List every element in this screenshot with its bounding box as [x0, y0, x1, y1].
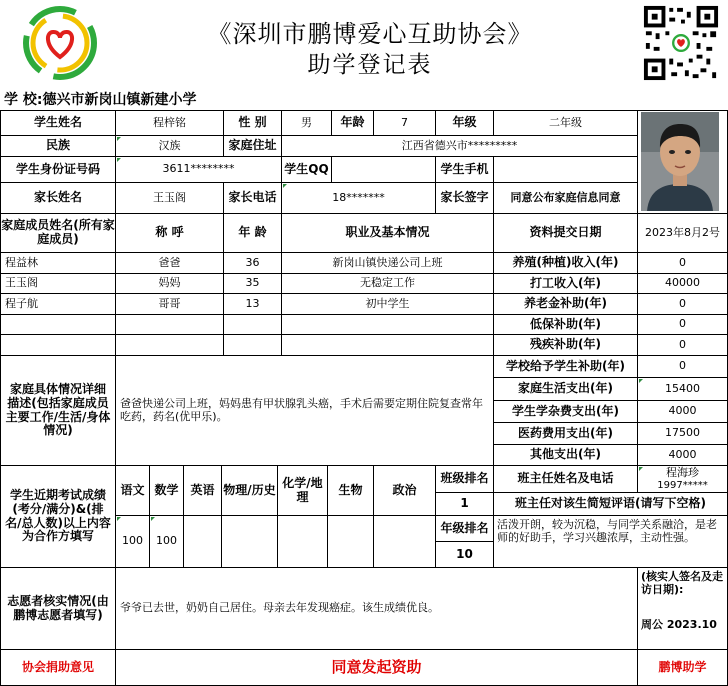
- subject-header: 化学/地理: [278, 466, 328, 516]
- subject-header: 语文: [116, 466, 150, 516]
- cell-marker: [639, 467, 643, 471]
- verifier-sign: 周公 2023.10: [641, 618, 717, 632]
- parent-phone-label: 家长电话: [224, 183, 282, 214]
- member-age: 36: [224, 253, 282, 274]
- grade-value: 二年级: [494, 110, 638, 136]
- donation-opinion-text: 同意发起资助: [116, 650, 638, 686]
- form-subtitle: 助学登记表: [307, 52, 433, 78]
- address-value: 江西省德兴市*********: [282, 136, 638, 157]
- student-phone-label: 学生手机: [436, 157, 494, 183]
- member-age: 35: [224, 274, 282, 294]
- finance-label: 残疾补助(年): [494, 335, 638, 356]
- qr-code-icon: [641, 4, 721, 82]
- cell-marker: [151, 517, 155, 521]
- id-number-label: 学生身份证号码: [0, 157, 116, 183]
- relation-header: 称 呼: [116, 214, 224, 253]
- verify-cell: [638, 568, 728, 650]
- subject-score: [222, 516, 278, 568]
- submit-date-value: 2023年8月2号: [638, 214, 728, 253]
- finance-value: 0: [638, 315, 728, 335]
- finance-label: 学生学杂费支出(年): [494, 401, 638, 423]
- job-header: 职业及基本情况: [282, 214, 494, 253]
- volunteer-text: 爷爷已去世，奶奶自己居住。母亲去年发现癌症。该生成绩优良。: [116, 568, 638, 650]
- situation-text: 爸爸快递公司上班，妈妈患有甲状腺乳头癌，手术后需要定期住院复查常年吃药，药名(优甲乐)。: [116, 356, 494, 466]
- member-age-header: 年 龄: [224, 214, 282, 253]
- cell-marker: [117, 517, 121, 521]
- member-age: [224, 335, 282, 356]
- qq-label: 学生QQ: [282, 157, 332, 183]
- form-header: [0, 0, 728, 88]
- finance-value: 4000: [638, 401, 728, 423]
- finance-value: 0: [638, 335, 728, 356]
- finance-value: 15400: [638, 378, 728, 401]
- finance-value: 4000: [638, 445, 728, 466]
- finance-value: 40000: [638, 274, 728, 294]
- member-relation: [116, 335, 224, 356]
- cell-marker: [283, 184, 287, 188]
- ethnicity-label: 民族: [0, 136, 116, 157]
- member-job: 初中学生: [282, 294, 494, 315]
- finance-label: 学校给予学生补助(年): [494, 356, 638, 378]
- teacher-phone: 1997*****: [657, 479, 708, 491]
- exam-label: 学生近期考试成绩(考分/满分)&(排名/总人数)以上内容为合作方填写: [0, 466, 116, 568]
- situation-label: 家庭具体情况详细描述(包括家庭成员主要工作/生活/身体情况): [0, 356, 116, 466]
- member-relation: 爸爸: [116, 253, 224, 274]
- finance-label: 养殖(种植)收入(年): [494, 253, 638, 274]
- verify-label: (核实人签名及走访日期):: [641, 570, 724, 596]
- parent-sign-label: 家长签字: [436, 183, 494, 214]
- subject-header: 物理/历史: [222, 466, 278, 516]
- pengbo-aid-label: 鹏博助学: [638, 650, 728, 686]
- family-members-header: 家庭成员姓名(所有家庭成员): [0, 214, 116, 253]
- teacher-comment-text: 活泼开朗，较为沉稳，与同学关系融洽，是老师的好助手，学习兴趣浓厚，主动性强。: [494, 516, 728, 568]
- age-label: 年龄: [332, 110, 374, 136]
- member-name: 程益林: [0, 253, 116, 274]
- donation-opinion-label: 协会捐助意见: [0, 650, 116, 686]
- member-name: [0, 335, 116, 356]
- finance-label: 医药费用支出(年): [494, 423, 638, 445]
- finance-value: 0: [638, 253, 728, 274]
- member-job: [282, 315, 494, 335]
- consent-label: 同意公布家庭信息同意: [494, 183, 638, 214]
- cell-marker: [117, 158, 121, 162]
- member-age: 13: [224, 294, 282, 315]
- teacher-label: 班主任姓名及电话: [494, 466, 638, 493]
- school-line: 学 校:德兴市新岗山镇新建小学: [4, 92, 197, 108]
- subject-score: [328, 516, 374, 568]
- cell-marker: [639, 379, 643, 383]
- student-phone-value: [494, 157, 638, 183]
- teacher-contact: [638, 466, 728, 493]
- heart-logo-icon: [22, 5, 98, 81]
- finance-label: 家庭生活支出(年): [494, 378, 638, 401]
- finance-value: 0: [638, 294, 728, 315]
- finance-label: 低保补助(年): [494, 315, 638, 335]
- id-number-value: 3611********: [116, 157, 282, 183]
- subject-header: 政治: [374, 466, 436, 516]
- age-value: 7: [374, 110, 436, 136]
- member-name: 程子航: [0, 294, 116, 315]
- cell-marker: [117, 137, 121, 141]
- member-job: 新岗山镇快递公司上班: [282, 253, 494, 274]
- member-relation: 妈妈: [116, 274, 224, 294]
- subject-header: 数学: [150, 466, 184, 516]
- address-label: 家庭住址: [224, 136, 282, 157]
- teacher-comment-label: 班主任对该生简短评语(请写下空格): [494, 493, 728, 516]
- gender-value: 男: [282, 110, 332, 136]
- finance-label: 养老金补助(年): [494, 294, 638, 315]
- member-job: 无稳定工作: [282, 274, 494, 294]
- submit-date-label: 资料提交日期: [494, 214, 638, 253]
- member-name: 王玉阁: [0, 274, 116, 294]
- subject-score: 100: [116, 516, 150, 568]
- volunteer-label: 志愿者核实情况(由鹏博志愿者填写): [0, 568, 116, 650]
- grade-rank-label: 年级排名: [436, 516, 494, 542]
- subject-score: [278, 516, 328, 568]
- subject-score: [184, 516, 222, 568]
- grade-rank-value: 10: [436, 542, 494, 568]
- parent-name-label: 家长姓名: [0, 183, 116, 214]
- subject-score: [374, 516, 436, 568]
- student-name-value: 程梓铭: [116, 110, 224, 136]
- member-name: [0, 315, 116, 335]
- member-job: [282, 335, 494, 356]
- finance-label: 其他支出(年): [494, 445, 638, 466]
- student-photo: [641, 112, 719, 211]
- student-name-label: 学生姓名: [0, 110, 116, 136]
- member-relation: [116, 315, 224, 335]
- finance-value: 0: [638, 356, 728, 378]
- grade-label: 年级: [436, 110, 494, 136]
- class-rank-value: 1: [436, 493, 494, 516]
- finance-label: 打工收入(年): [494, 274, 638, 294]
- gender-label: 性 别: [224, 110, 282, 136]
- subject-header: 英语: [184, 466, 222, 516]
- member-relation: 哥哥: [116, 294, 224, 315]
- qq-value: [332, 157, 436, 183]
- ethnicity-value: 汉族: [116, 136, 224, 157]
- parent-name-value: 王玉阁: [116, 183, 224, 214]
- subject-score: 100: [150, 516, 184, 568]
- parent-phone-value: 18*******: [282, 183, 436, 214]
- teacher-name: 程海珍: [666, 466, 699, 479]
- finance-value: 17500: [638, 423, 728, 445]
- subject-header: 生物: [328, 466, 374, 516]
- class-rank-label: 班级排名: [436, 466, 494, 493]
- member-age: [224, 315, 282, 335]
- form-title: 《深圳市鹏博爱心互助协会》: [207, 20, 533, 48]
